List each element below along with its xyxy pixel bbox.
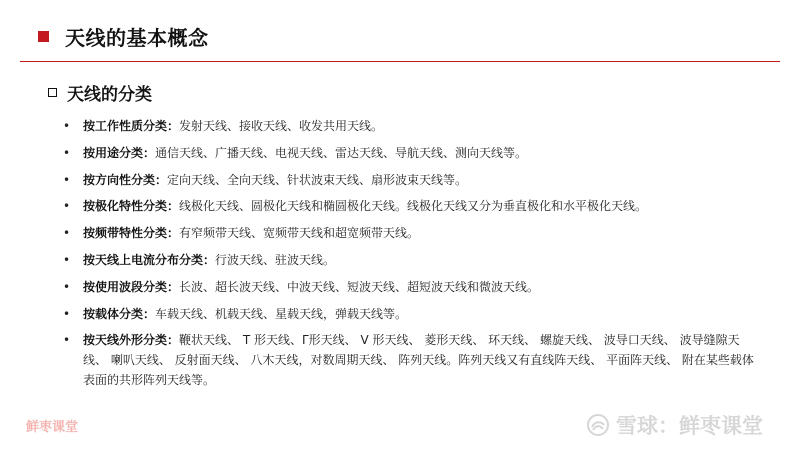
bullet-icon: • <box>63 145 71 160</box>
classification-list <box>63 116 763 397</box>
section-heading: 天线的分类 <box>67 85 152 105</box>
list-item <box>63 196 763 216</box>
item-text: 车载天线、机载天线、星载天线，弹载天线等。 <box>155 306 408 321</box>
page-title: 天线的基本概念 <box>65 26 209 50</box>
bullet-icon: • <box>63 226 71 241</box>
list-item <box>63 170 763 190</box>
item-label: 按载体分类： <box>83 306 156 321</box>
item-text: 线极化天线、圆极化天线和椭圆极化天线。线极化天线又分为垂直极化和水平极化天线。 <box>179 199 648 214</box>
title-divider <box>20 61 780 62</box>
item-text: 定向天线、全向天线、针状波束天线、扇形波束天线等。 <box>167 172 468 187</box>
list-item <box>63 277 763 297</box>
watermark-right <box>586 410 763 440</box>
watermark-left: 鲜枣课堂 <box>26 420 79 435</box>
bullet-icon: • <box>63 279 71 294</box>
square-bullet-icon <box>48 88 57 97</box>
subtitle-row <box>48 80 152 105</box>
bullet-icon: • <box>63 252 71 267</box>
item-label: 按天线外形分类： <box>83 333 180 348</box>
bullet-icon: • <box>63 306 71 321</box>
item-text: 发射天线、接收天线、收发共用天线。 <box>179 119 384 133</box>
bullet-icon: • <box>63 199 71 214</box>
list-item <box>63 250 763 270</box>
item-label: 按极化特性分类： <box>83 199 180 214</box>
watermark-right-text: 雪球：鲜枣课堂 <box>616 414 763 438</box>
title-row <box>38 22 209 51</box>
list-item <box>63 116 763 136</box>
list-item <box>63 223 763 243</box>
list-item <box>63 304 763 324</box>
item-text: 鞭状天线、 T 形天线、Γ形天线、 V 形天线、 菱形天线、 环天线、 螺旋天线、 波导口天线、 波导缝隙天线、 喇叭天线、 反射面天线、 八木天线，对数周期天线、 阵列天线。阵列天线又有直线阵天线、 平面阵天线、 附在某些载体表面的共形阵列天线等。 <box>83 333 754 388</box>
list-item <box>63 330 763 390</box>
bullet-icon: • <box>63 333 71 348</box>
item-text: 行波天线、驻波天线。 <box>215 252 336 267</box>
item-label: 按方向性分类： <box>83 172 168 187</box>
item-label: 按用途分类： <box>83 145 156 160</box>
snowball-logo-icon <box>586 413 610 437</box>
item-label: 按使用波段分类： <box>83 279 180 294</box>
item-label: 按天线上电流分布分类： <box>83 252 216 267</box>
bullet-icon: • <box>63 172 71 187</box>
list-item <box>63 143 763 163</box>
item-label: 按频带特性分类： <box>83 226 180 241</box>
title-square-icon <box>38 31 49 42</box>
bullet-icon: • <box>63 119 71 133</box>
item-text: 长波、超长波天线、中波天线、短波天线、超短波天线和微波天线。 <box>179 279 540 294</box>
item-text: 通信天线、广播天线、电视天线、雷达天线、导航天线、测向天线等。 <box>155 145 528 160</box>
item-label: 按工作性质分类： <box>83 119 180 133</box>
item-text: 有窄频带天线、宽频带天线和超宽频带天线。 <box>179 226 420 241</box>
